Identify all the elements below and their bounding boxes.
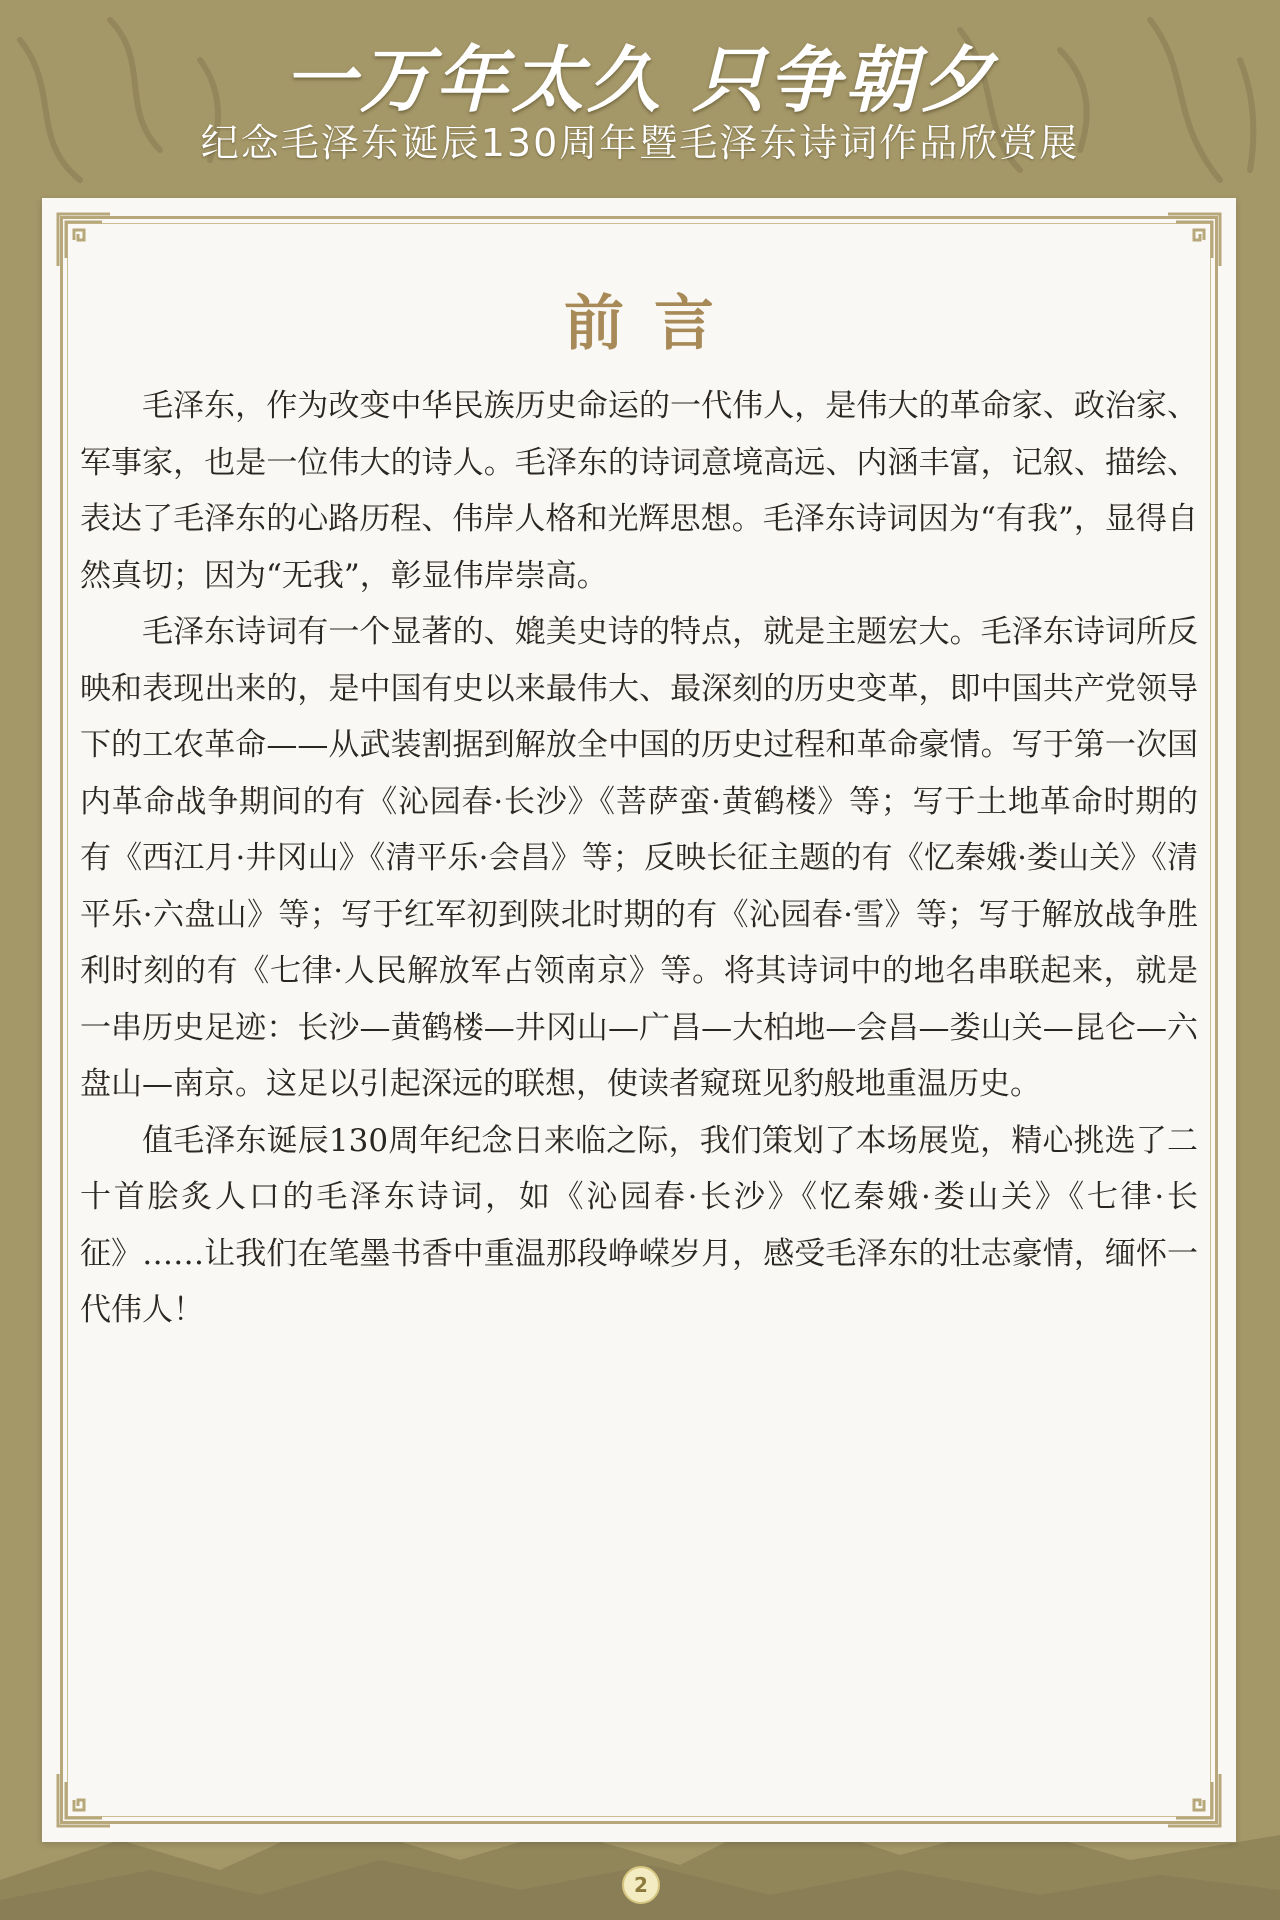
paragraph: 毛泽东，作为改变中华民族历史命运的一代伟人，是伟大的革命家、政治家、军事家，也是一位伟大的诗人。毛泽东的诗词意境高远、内涵丰富，记叙、描绘、表达了毛泽东的心路历程、伟岸人格和光辉思想。毛泽东诗词因为“有我”，显得自然真切；因为“无我”，彰显伟岸崇高。 — [80, 388, 1198, 594]
page-number-badge: 2 — [622, 1866, 660, 1904]
paragraph: 毛泽东诗词有一个显著的、媲美史诗的特点，就是主题宏大。毛泽东诗词所反映和表现出来的，是中国有史以来最伟大、最深刻的历史变革，即中国共产党领导下的工农革命——从武装割据到解放全中国的历史过程和革命豪情。写于第一次国内革命战争期间的有《沁园春·长沙》《菩萨蛮·黄鹤楼》等；写于土地革命时期的有《西江月·井冈山》《清平乐·会昌》等；反映长征主题的有《忆秦娥·娄山关》《清平乐·六盘山》等；写于红军初到陕北时期的有《沁园春·雪》等；写于解放战争胜利时刻的有《七律·人民解放军占领南京》等。将其诗词中的地名串联起来，就是一串历史足迹：长沙—黄鹤楼—井冈山—广昌—大柏地—会昌—娄山关—昆仑—六盘山—南京。这足以引起深远的联想，使读者窥斑见豹般地重温历史。 — [80, 614, 1198, 1102]
paragraph: 值毛泽东诞辰130周年纪念日来临之际，我们策划了本场展览，精心挑选了二十首脍炙人口的毛泽东诗词，如《沁园春·长沙》《忆秦娥·娄山关》《七律·长征》……让我们在笔墨书香中重温那段峥嵘岁月，感受毛泽东的壮志豪情，缅怀一代伟人！ — [80, 1122, 1198, 1328]
sub-title: 纪念毛泽东诞辰130周年暨毛泽东诗词作品欣赏展 — [200, 121, 1080, 165]
main-title: 一万年太久 只争朝夕 — [283, 37, 997, 122]
corner-ornament-icon — [54, 210, 114, 270]
corner-ornament-icon — [1164, 1770, 1224, 1830]
corner-ornament-icon — [1164, 210, 1224, 270]
page-header — [0, 0, 1280, 200]
section-title: 前言 — [564, 289, 744, 359]
corner-ornament-icon — [54, 1770, 114, 1830]
content-paper — [42, 198, 1236, 1842]
preface-body — [80, 378, 1198, 1339]
